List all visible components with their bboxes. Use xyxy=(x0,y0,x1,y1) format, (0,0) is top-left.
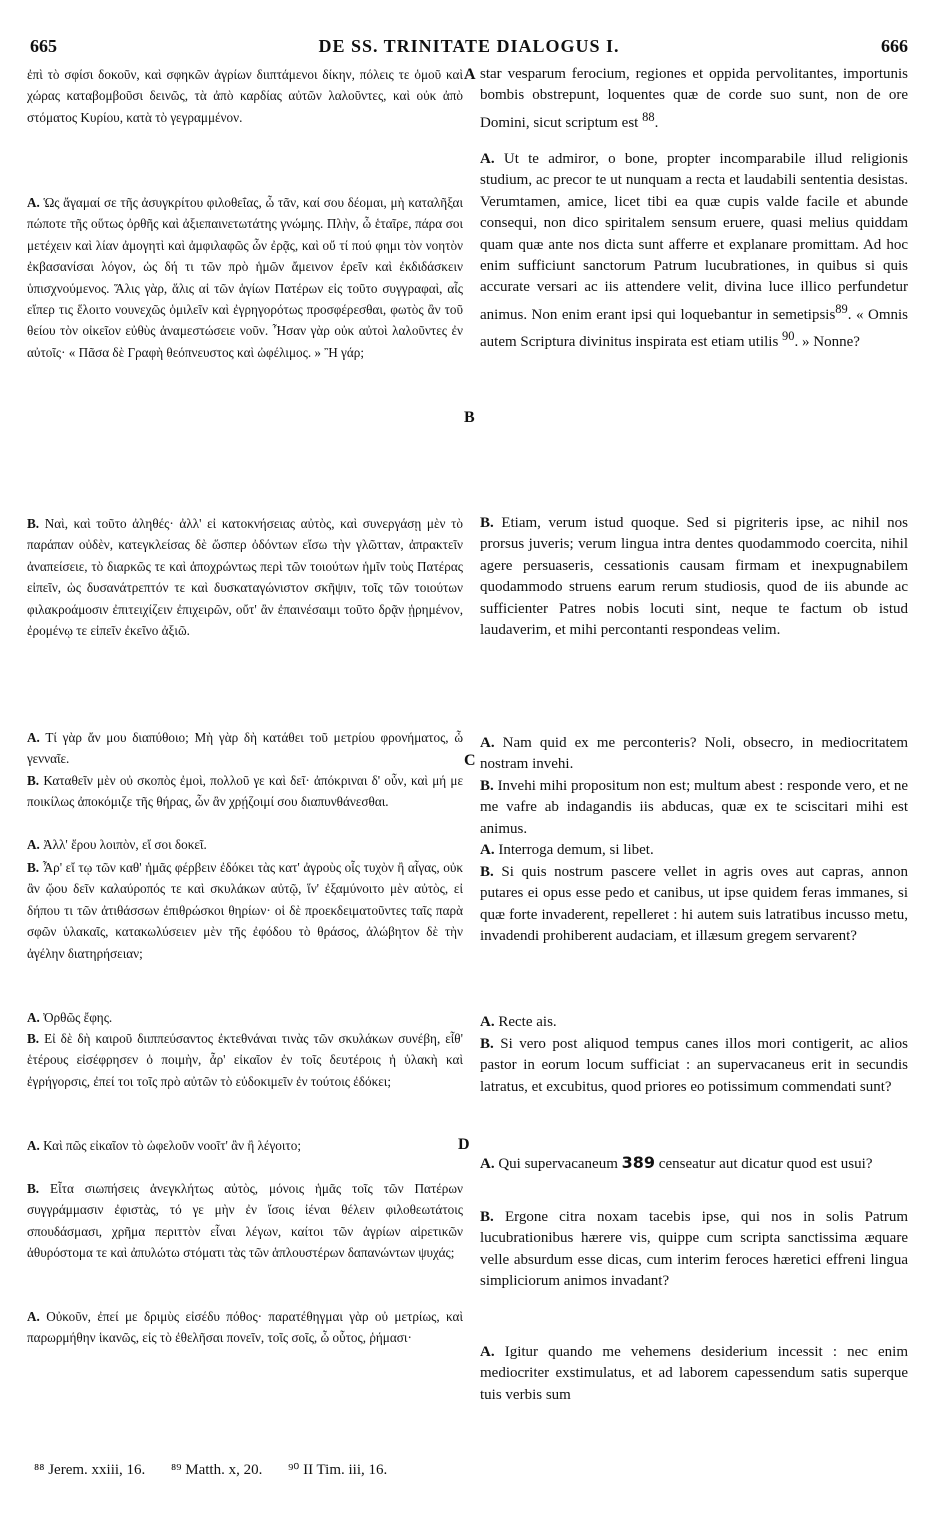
greek-paragraph: Α. Τί γὰρ ἄν μου διαπύθοιο; Μὴ γὰρ δὴ κατάθει τοῦ μετρίου φρονήματος, ὦ γενναῖε. xyxy=(27,730,463,767)
latin-paragraph: A. Recte ais. xyxy=(480,1014,557,1030)
footnote-ref: 89 xyxy=(835,301,848,316)
greek-paragraph: Β. Ναὶ, καὶ τοῦτο ἀληθές· ἀλλ' εἰ κατοκνήσειας αὐτὸς, καὶ συνεργάσῃ μὲν τὸ παράπαν οὐδὲν, κατεγκλείσας δὲ ὥσπερ ὀδόντων εἴσω τὴν γλῶτταν, ἀπρακτεῖν ἀναπείσειε, τὸ διαρκῶς τε καὶ ἀποχρώντως περὶ τῶν τοιούτων ἡμῖν τοὺς Πατέρας εἰπεῖν, ὡς δυσανάτρεπτόν τε καὶ δυσκαταγώνιστον σκῆψιν, τοῖς τῶν τοιούτων φιλακροάμοσιν ἐπιτειχίζειν ἐπιχειρῶν, οὔτ' ἂν ἐπαινέσαιμι τοῦτο δρᾷν ᾑρημένον, ἐρομένῳ τε εἰπεῖν ἐκεῖνο ἀξιῶ. xyxy=(27,516,463,639)
greek-paragraph: Β. Εἶτα σιωπήσεις ἀνεγκλήτως αὐτὸς, μόνοις ἡμᾶς τοῖς τῶν Πατέρων συγγράμμασιν ἐφιστὰς, τό γε μὴν ἐν ἴσοις ἰέναι θέλειν φιλοθεωτάτοις σπουδάσμασι, χρῆμα περιττὸν εἶναι λέγων, καίτοι τῶν ἀγρίων αἱρετικῶν ἀθυρόστομα τε καὶ ἀπυλώτω στόματι τὰς τῶν ἁπλουστέρων δαπανώντων ψυχάς; xyxy=(27,1181,464,1261)
section-marker-d: D xyxy=(458,1136,470,1153)
footnote: ⁸⁸ Jerem. xxiii, 16. xyxy=(34,1462,146,1478)
latin-paragraph: B. Etiam, verum istud quoque. Sed si pigriteris ipse, ac nihil nos prorsus juveris; verum lingua intra dentes quodammodo coercita, nihil agere persuaseris, cessationis causam firmam et inexpugnabilem quodammodo struens earum rerum studiosis, quod de iis abunde ac sufficienter Patres nobis locuti sint, neque te factum ob istud laudaverim, et mihi percontanti respondeas velim. xyxy=(480,515,909,639)
greek-column xyxy=(27,64,463,1370)
greek-paragraph: Α. Καὶ πῶς εἰκαῖον τὸ ὠφελοῦν νοοῖτ' ἂν ἢ λέγοιτο; xyxy=(27,1138,301,1153)
inline-page-number: 389 xyxy=(621,1153,656,1172)
greek-paragraph: Α. Οὐκοῦν, ἐπεί με δριμὺς εἰσέδυ πόθος· παρατέθηγμαι γὰρ οὐ μετρίως, καὶ παρωρμήθην ἱκανῶς, εἰς τὸ ἐθελῆσαι πονεῖν, τοῖς σοῖς, ὦ οὗτος, ῥήμασι· xyxy=(27,1309,463,1346)
greek-paragraph: ἐπὶ τὸ σφίσι δοκοῦν, καὶ σφηκῶν ἀγρίων διιπτάμενοι δίκην, πόλεις τε ὁμοῦ καὶ χώρας καταβομβοῦσι δεινῶς, τὰ ἀπὸ καρδίας αὐτῶν λαλοῦντες, καὶ οὐκ ἀπὸ στόματος Κυρίου, κατὰ τὸ γεγραμμένον. xyxy=(27,67,463,125)
footnote-ref: 88 xyxy=(642,109,655,124)
greek-paragraph: Α. Ὀρθῶς ἔφης. xyxy=(27,1010,113,1025)
footnote: ⁹⁰ II Tim. iii, 16. xyxy=(288,1462,388,1478)
latin-paragraph: B. Ergone citra noxam tacebis ipse, qui nos in solis Patrum lucubrationibus hærere vis, quippe cum scripta sanctissima æquare velle absurdum esse dicas, cum interim feroces hæretici effreni lingua simpliciorum animos invadant? xyxy=(480,1209,908,1290)
footnote: ⁸⁹ Matth. x, 20. xyxy=(171,1462,263,1478)
page-header xyxy=(30,36,908,60)
latin-paragraph: B. Si quis nostrum pascere vellet in agris oves aut capras, annon putares ei opus esse pedo et canibus, ut ipse quidem feras immanes, si quæ forte invaderent, repelleret : hi autem suis latratibus incusso metu, invadendi prohiberent audaciam, et illæsum gregem servarent? xyxy=(480,864,909,945)
latin-paragraph: star vesparum ferocium, regiones et oppida pervolitantes, importunis bombis obstrepunt, loquentes quæ de corde suo sunt, non de ore Domini, sicut scriptum est $^{88}$. xyxy=(480,66,908,131)
greek-paragraph: Α. Ἀλλ' ἔρου λοιπὸν, εἴ σοι δοκεῖ. xyxy=(27,837,207,852)
section-marker-b: B xyxy=(464,409,475,426)
footnotes xyxy=(34,1460,914,1479)
section-marker-c: C xyxy=(464,752,476,769)
latin-paragraph: B. Invehi mihi propositum non est; multum abest : responde vero, et ne me vafre ab indagandis iis abducas, quæ ex te sciscitari mihi est animus. xyxy=(480,778,908,837)
page-number-left: 665 xyxy=(30,36,57,56)
page-number-right: 666 xyxy=(881,36,908,56)
section-marker-a: A xyxy=(464,66,476,83)
footnote-ref: 90 xyxy=(782,329,795,344)
latin-paragraph: B. Si vero post aliquod tempus canes illos mori contigerit, ac alios pastor in eorum locum sufficiat : an supervacaneus erit in secundis latratus, et excubitus, quod priores eo potissimum commendati sunt? xyxy=(480,1036,908,1095)
greek-paragraph: Β. Καταθεῖν μὲν οὐ σκοπὸς ἐμοὶ, πολλοῦ γε καὶ δεῖ· ἀπόκριναι δ' οὖν, καὶ μή με ποικίλως ἀποκόμιζε τῆς θήρας, ὧν ἂν χρῄζοιμί σου διαπυνθάνεσθαι. xyxy=(27,773,463,810)
running-title: DE SS. TRINITATE DIALOGUS I. xyxy=(318,36,620,56)
latin-paragraph: A. Igitur quando me vehemens desiderium incessit : nec enim mediocriter exstimulatus, et ad laborem capessendum satis superque tuis verbis sum xyxy=(480,1344,909,1403)
greek-paragraph: Β. Ἆρ' εἴ τῳ τῶν καθ' ἡμᾶς φέρβειν ἐδόκει τὰς κατ' ἀγροὺς οἷς τυχὸν ἢ αἶγας, οὐκ ἂν ᾤου δεῖν καλαύροπός τε καὶ σκυλάκων αὐτῷ, ἵν' ἐξαμύνοιτο μὲν αὐτὸς, εἰ δήπου τι τῶν ἀτιθάσσων ἐπιθρώσκοι θηρίων· οἱ δὲ προεκδειματοῦντες ταῖς παρὰ σφῶν ὑλακαῖς, κατακωλύσειεν μὲν τῆς ἐφόδου τὸ θράσος, ἀλώβητον δὲ τὴν ἀγέλην διατηρήσειαν; xyxy=(27,860,464,961)
greek-paragraph: Β. Εἰ δὲ δὴ καιροῦ διιππεύσαντος ἐκτεθνάναι τινὰς τῶν σκυλάκων συνέβη, εἶθ' ἑτέρους εἰσέφρησεν ὁ ποιμὴν, ἆρ' εἰκαῖον ἐν τοῖς δευτέροις ἡ ὑλακὴ καὶ ἐγρήγορσις, ἐπεί τοι τοῖς πρὸ αὐτῶν τὸ εὐδοκιμεῖν ἐν τούτοις ἐδόκει; xyxy=(27,1031,464,1089)
latin-paragraph: A. Qui supervacaneum 389 censeatur aut dicatur quod est usui? xyxy=(480,1153,873,1172)
latin-paragraph: A. Nam quid ex me perconteris? Noli, obsecro, in mediocritatem nostram invehi. xyxy=(480,735,908,773)
latin-paragraph: A. Ut te admiror, o bone, propter incomparabile illud religionis studium, ac precor te ut nunquam a recta et laudabili sententia desistas. Verumtamen, amice, licet tibi ea quæ cupis valde facile et abunde consequi, non dico spiritalem sensum eruere, quasi melius quiddam quam quæ ante nos dicta sunt afferre et explanare promittam. Ad hoc enim sufficiunt sanctorum Patrum lucubrationes, in quibus si quis accurate versari ac iis attendere velit, divina luce illico perfundetur animus. Non enim erant ipsi qui loquebantur in semetipsis$^{89}$. « Omnis autem Scriptura divinitus inspirata est etiam utilis $^{90}$. » Nonne? xyxy=(480,151,909,351)
greek-paragraph: Α. Ὡς ἄγαμαί σε τῆς ἀσυγκρίτου φιλοθεΐας, ὦ τᾶν, καί σου δέομαι, μὴ καταλῆξαι πώποτε τῆς οὕτως ὀρθῆς καὶ ἀξιεπαινετωτάτης γνώμης. Πλὴν, ὦ ἑταῖρε, πάρα σοι μετέχειν καὶ λίαν ἀμογητὶ καὶ ἀμφιλαφῶς ὧν ἐρᾷς, καὶ οὔ τί πού φημι τὸν νοητὸν ἐκβασανίσαι λόγον, ὡς δή τι τῶν πρὸ ἡμῶν ἄμεινον ἐρεῖν καὶ ἐκδιδάσκειν ὑπισχνούμενος. Ἅλις γὰρ, ἅλις αἱ τῶν ἁγίων Πατέρων εἰς τοῦτο συγγραφαὶ, αἷς εἴπερ τις ἕλοιτο νουνεχῶς ὁμιλεῖν καὶ ἐγρηγορότως προσφέρεσθαι, φωτὸς ἂν τοῦ θείου τὸν οἰκεῖον εὐθὺς ἀναμεστώσειε νοῦν. Ἦσαν γὰρ οὐκ αὐτοὶ λαλοῦντες ἐν αὐτοῖς· « Πᾶσα δὲ Γραφὴ θεόπνευστος καὶ ὠφέλιμος. » Ἢ γάρ; xyxy=(27,195,464,360)
latin-paragraph: A. Interroga demum, si libet. xyxy=(480,842,654,858)
latin-column xyxy=(480,64,908,1406)
